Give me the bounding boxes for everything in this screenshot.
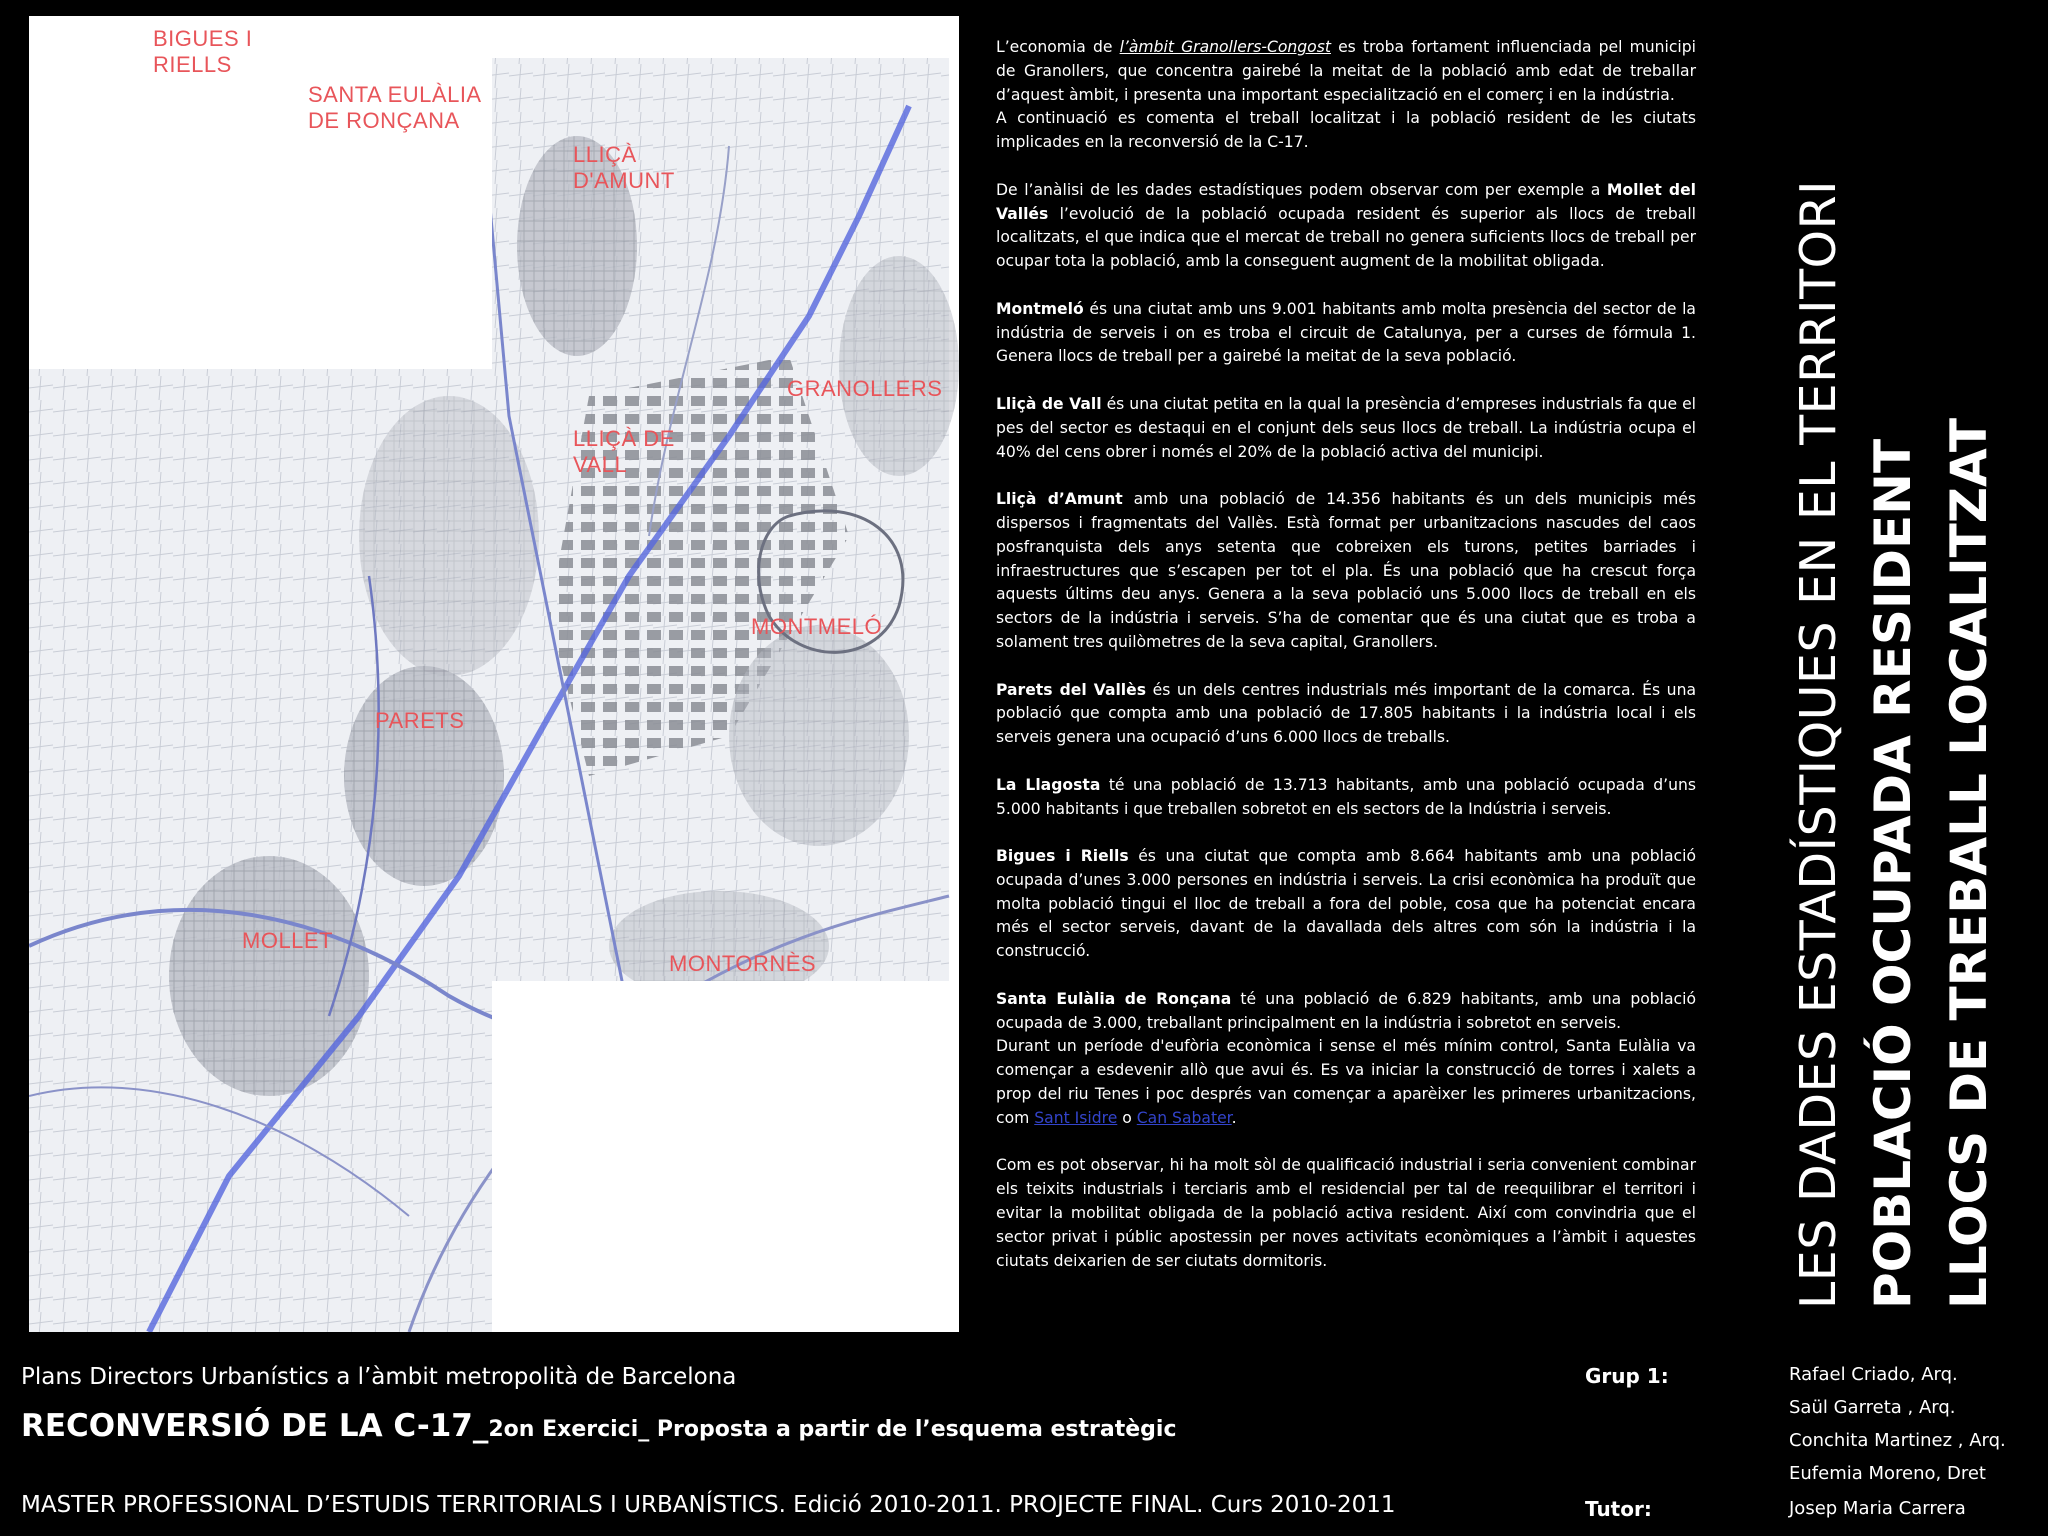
label-bigues-riells: BIGUES I RIELLS bbox=[153, 26, 253, 77]
text-run: Durant un període d'eufòria econòmica i sense el més mínim control, Santa Eulàlia va començar a esdevenir allò que avui és. Es va iniciar la construcció de torres i xalets a prop del riu Tenes i poc després van començar a aparèixer les primeres urbanitzacions, com bbox=[996, 1037, 1696, 1127]
text-run: és un dels centres industrials més important de la comarca. És una població que compta amb una població de 17.805 habitants i la indústria local i els serveis genera una ocupació d’uns 6.000 llocs de treballs. bbox=[996, 680, 1697, 747]
paragraph-montmelo bbox=[996, 298, 1696, 369]
text-run: o bbox=[1117, 1108, 1137, 1127]
label-santa-eulalia: SANTA EULÀLIA DE RONÇANA bbox=[308, 82, 482, 133]
town-name: Lliçà de Vall bbox=[996, 394, 1102, 413]
label-llica-amunt: LLIÇÀ D'AMUNT bbox=[573, 142, 675, 193]
text-run: és una ciutat petita en la qual la presència d’empreses industrials fa que el pes del sector es destaqui en el conjunt dels seus llocs de treball. La indústria ocupa el 40% del cens obrer i només el 20% de la població activa del municipi. bbox=[996, 394, 1696, 461]
group-member: Saül Garreta , Arq. bbox=[1789, 1397, 1956, 1418]
text-run: és una ciutat amb uns 9.001 habitants amb molta presència del sector de la indústria de serveis i on es troba el circuit de Catalunya, per a curses de fórmula 1. Genera llocs de treball per a gairebé la meitat de la seva població. bbox=[996, 299, 1696, 366]
vertical-title-statistics: LES DADES ESTADÍSTIQUES EN EL TERRITORI bbox=[1790, 179, 1847, 1309]
vertical-title-local-jobs: LLOCS DE TREBALL LOCALITZAT bbox=[1940, 418, 1998, 1309]
label-montmelo: MONTMELÓ bbox=[751, 614, 883, 639]
map-drawing bbox=[29, 16, 959, 1332]
text-run: Com es pot observar, hi ha molt sòl de qualificació industrial i seria convenient combinar els teixits industrials i terciaris amb el residencial per tal de reequilibrar el territori i evitar la mobilitat obligada de la població activa resident. Així com convindria que el sector privat i públic apostessin per noves activitats econòmiques a l’àmbit i aquestes ciutats deixarien de ser ciutats dormitoris. bbox=[996, 1156, 1696, 1270]
label-granollers: GRANOLLERS bbox=[787, 376, 943, 401]
label-parets: PARETS bbox=[375, 708, 465, 733]
paragraph-llica-amunt bbox=[996, 488, 1696, 655]
text-run: té una població de 13.713 habitants, amb una població ocupada d’uns 5.000 habitants i que treballen sobretot en els sectors de la Indústria i serveis. bbox=[996, 775, 1696, 818]
label-mollet: MOLLET bbox=[242, 928, 334, 953]
paragraph-intro bbox=[996, 36, 1696, 107]
town-name: Lliçà d’Amunt bbox=[996, 490, 1123, 509]
town-name: La Llagosta bbox=[996, 775, 1101, 794]
town-name: Parets del Vallès bbox=[996, 680, 1147, 699]
group-member: Rafael Criado, Arq. bbox=[1789, 1364, 1958, 1385]
paragraph-parets bbox=[996, 679, 1696, 750]
text-run: De l’anàlisi de les dades estadístiques podem observar com per exemple a bbox=[996, 180, 1607, 199]
footer-project-title bbox=[21, 1408, 1177, 1444]
label-montornes: MONTORNÈS bbox=[669, 951, 817, 976]
paragraph-llica-vall bbox=[996, 393, 1696, 464]
paragraph-llagosta bbox=[996, 774, 1696, 822]
paragraph-santa-eulalia-history bbox=[996, 1035, 1696, 1130]
text-run: l’evolució de la població ocupada resident és superior als llocs de treball localitzats, el que indica que el mercat de treball no genera suficients llocs de treball per ocupar tota la població, amb la conseguent augment de la mobilitat obligada. bbox=[996, 204, 1696, 271]
paragraph-santa-eulalia bbox=[996, 988, 1696, 1036]
vertical-title-resident-population: POBLACIÓ OCUPADA RESIDENT bbox=[1864, 438, 1922, 1309]
project-title-main: RECONVERSIÓ DE LA C-17_ bbox=[21, 1408, 489, 1444]
text-run: L’economia de bbox=[996, 38, 1120, 56]
footer-plans: Plans Directors Urbanístics a l’àmbit metropolità de Barcelona bbox=[21, 1364, 737, 1390]
text-run: té una població de 6.829 habitants, amb una població ocupada de 3.000, treballant principalment en la indústria i sobretot en serveis. bbox=[996, 989, 1696, 1032]
footer-master: MASTER PROFESSIONAL D’ESTUDIS TERRITORIALS I URBANÍSTICS. Edició 2010-2011. PROJECTE FINAL. Curs 2010-2011 bbox=[21, 1492, 1396, 1518]
text-run: és una ciutat que compta amb 8.664 habitants amb una població ocupada d’unes 3.000 persones en indústria i serveis. La crisi econòmica ha produït que molta població tingui el lloc de treball a fora del poble, cosa que ha potenciat encara més el sector serveis, davant de la davallada dels altres com són la indústria i la construcció. bbox=[996, 847, 1696, 961]
territory-map bbox=[29, 16, 959, 1332]
town-name: Mollet del Vallés bbox=[996, 180, 1696, 223]
label-llica-vall: LLIÇÀ DE VALL bbox=[573, 426, 675, 477]
text-run: amb una població de 14.356 habitants és un dels municipis més dispersos i fragmentats del Vallès. Està format per urbanitzacions nascudes del caos posfranquista dels anys setenta que cobreixen els turons, petites barriades i infraestructures que s’escapen per tot el pla. És una població que ha crescut força aquests últims deu anys. Genera a la seva població uns 5.000 llocs de treball en els sectors de la indústria i serveis. S’ha de comentar que és una ciutat que es troba a solament tres quilòmetres de la seva capital, Granollers. bbox=[996, 490, 1696, 651]
town-name: Bigues i Riells bbox=[996, 847, 1129, 866]
ambit-link-text: l’àmbit Granollers-Congost bbox=[1119, 38, 1331, 56]
group-member: Conchita Martinez , Arq. bbox=[1789, 1430, 2006, 1451]
paragraph-intro-cont bbox=[996, 107, 1696, 155]
group-label: Grup 1: bbox=[1585, 1364, 1669, 1388]
analysis-text bbox=[996, 36, 1696, 1297]
group-member: Eufemia Moreno, Dret bbox=[1789, 1463, 1986, 1484]
paragraph-mollet bbox=[996, 179, 1696, 274]
town-name: Santa Eulàlia de Ronçana bbox=[996, 989, 1232, 1008]
can-sabater-link[interactable]: Can Sabater bbox=[1136, 1108, 1232, 1127]
text-run: A continuació es comenta el treball localitzat i la població resident de les ciutats implicades en la reconversió de la C-17. bbox=[996, 109, 1696, 152]
text-run: es troba fortament influenciada pel municipi de Granollers, que concentra gairebé la meitat de la població amb edat de treballar d’aquest àmbit, i presenta una important especialització en el comerç i en la indústria. bbox=[996, 38, 1696, 104]
tutor-label: Tutor: bbox=[1585, 1497, 1652, 1521]
text-run: . bbox=[1231, 1108, 1237, 1127]
project-title-sub: 2on Exercici_ Proposta a partir de l’esquema estratègic bbox=[488, 1417, 1177, 1442]
tutor-name: Josep Maria Carrera bbox=[1789, 1498, 1966, 1519]
paragraph-bigues bbox=[996, 845, 1696, 964]
paragraph-conclusion bbox=[996, 1154, 1696, 1273]
town-name: Montmeló bbox=[996, 299, 1084, 318]
sant-isidre-link[interactable]: Sant Isidre bbox=[1034, 1108, 1118, 1127]
